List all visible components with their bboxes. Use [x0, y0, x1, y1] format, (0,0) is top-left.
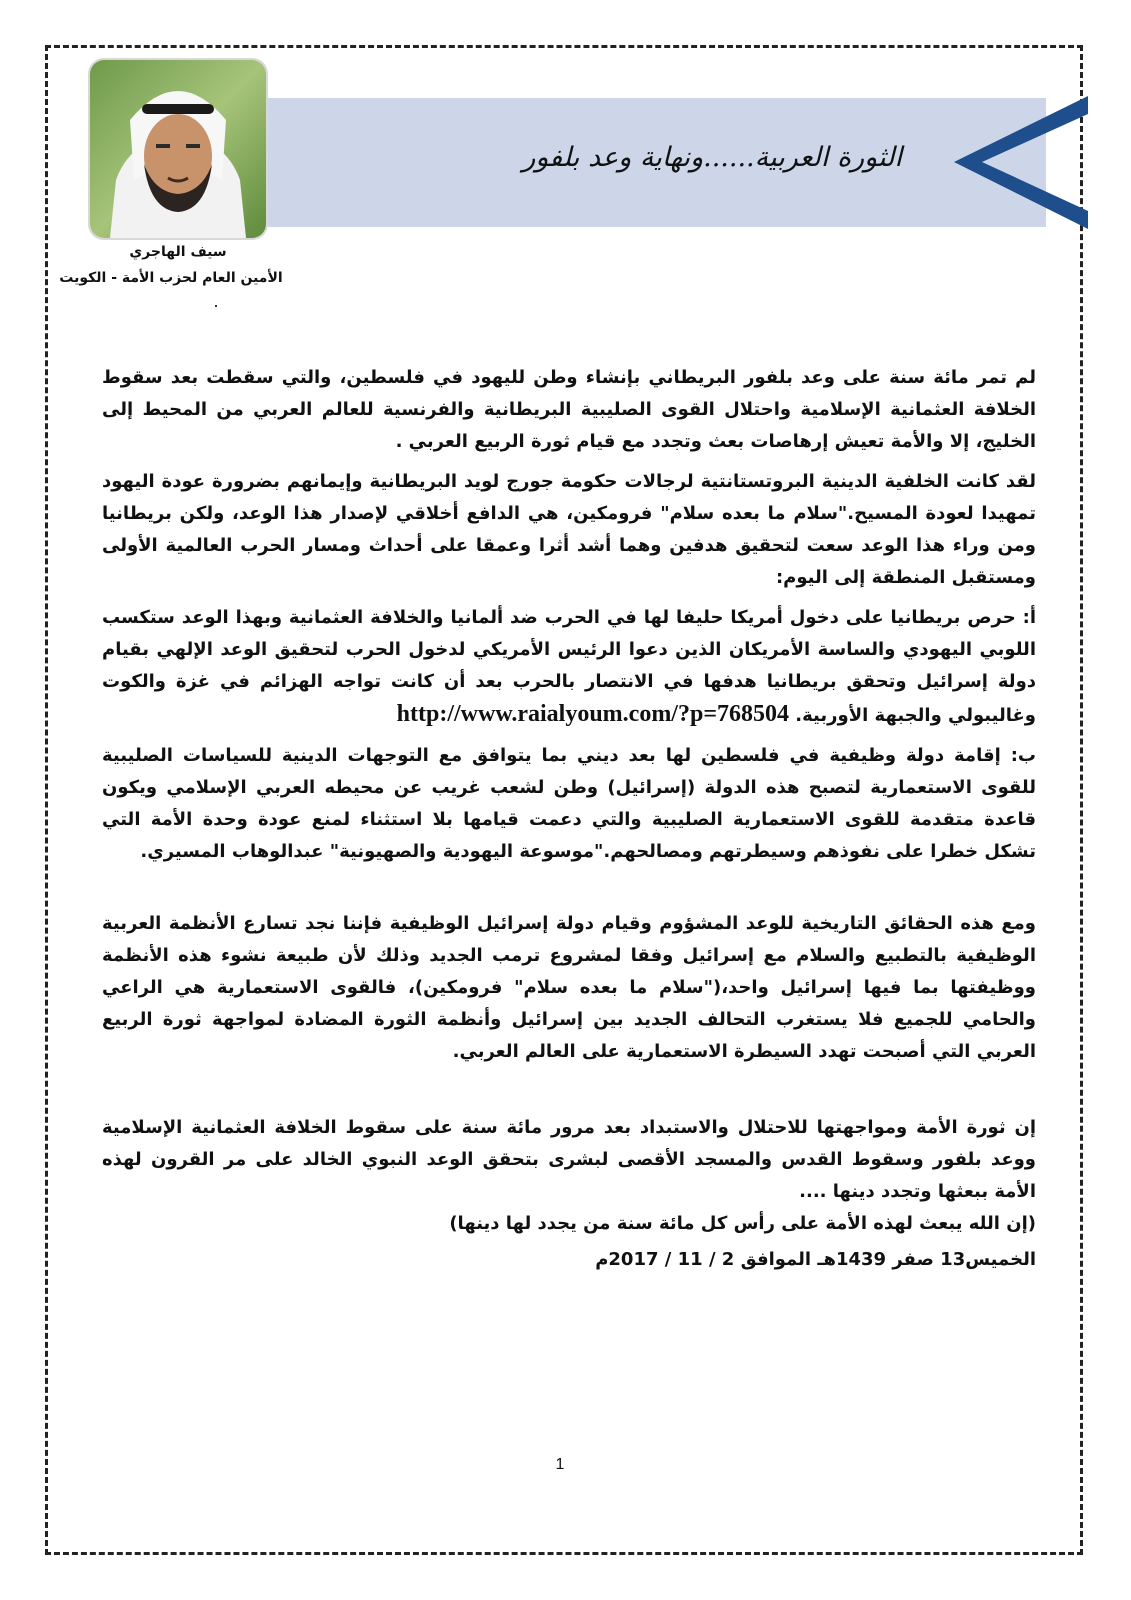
paragraph-6: إن ثورة الأمة ومواجهتها للاحتلال والاستبداد بعد مرور مائة سنة على سقوط الخلافة العثمانية الإسلامية ووعد بلفور وسقوط القدس والمسجد الأقصى لبشرى بتحقق الوعد النبوي الخالد على مر القرون لهذه الأمة ببعثها وتجدد دينها .... — [102, 1117, 1036, 1202]
date-line: الخميس13 صفر 1439هـ الموافق 2 / 11 / 2017م — [595, 1249, 1036, 1270]
article-body — [102, 362, 1036, 1276]
paragraph-3-text: أ: حرص بريطانيا على دخول أمريكا حليفا لها في الحرب ضد ألمانيا والخلافة العثمانية وبهذا الوعد ستكسب اللوبي اليهودي والساسة الأمريكان الذين دعوا الرئيس الأمريكي لدخول الحرب لتحقيق الوعد الإلهي بقيام دولة إسرائيل وتحقق بريطانيا هدفها في الانتصار بالحرب بعد أن كانت تواجه الهزائم في غزة والكوت وغاليبولي والجبهة الأوربية. — [102, 607, 1036, 726]
article-title: الثورة العربية......ونهاية وعد بلفور — [522, 142, 902, 173]
author-photo — [88, 58, 268, 240]
stray-dot — [215, 305, 217, 307]
hadith-quote: (إن الله يبعث لهذه الأمة على رأس كل مائة سنة من يجدد لها دينها) — [449, 1213, 1036, 1234]
paragraph-1: لم تمر مائة سنة على وعد بلفور البريطاني بإنشاء وطن لليهود في فلسطين، والتي سقطت بعد سقوط الخلافة العثمانية الإسلامية واحتلال القوى الصليبية البريطانية والفرنسية للعالم العربي من المحيط إلى الخليج، إلا والأمة تعيش إرهاصات بعث وتجدد مع قيام ثورة الربيع العربي . — [102, 367, 1036, 452]
paragraph-3 — [102, 602, 1036, 732]
chevron-arrow-icon — [954, 96, 1088, 229]
paragraph-2: لقد كانت الخلفية الدينية البروتستانتية لرجالات حكومة جورج لويد البريطانية وإيمانهم بضرورة عودة اليهود تمهيدا لعودة المسيح."سلام ما بعده سلام" فرومكين، هي الدافع أخلاقي لإصدار هذا الوعد، ولكن بريطانيا ومن وراء هذا الوعد سعت لتحقيق هدفين وهما أشد أثرا وعمقا على أحداث ومسار الحرب العالمية الأولى ومستقبل المنطقة إلى اليوم: — [102, 471, 1036, 588]
source-link[interactable]: http://www.raialyoum.com/?p=768504 — [396, 701, 789, 727]
page-number: 1 — [555, 1456, 565, 1473]
paragraph-5: ومع هذه الحقائق التاريخية للوعد المشؤوم وقيام دولة إسرائيل الوظيفية فإننا نجد تسارع الأنظمة العربية الوظيفية بالتطبيع والسلام مع إسرائيل وفقا لمشروع ترمب الجديد وذلك لأن طبيعة نشوء هذه الأنظمة ووظيفتها بما فيها إسرائيل واحد،("سلام ما بعده سلام" فرومكين)، فالقوى الاستعمارية هي الراعي والحامي للجميع فلا يستغرب التحالف الجديد بين إسرائيل وأنظمة الثورة المضادة لمواجهة ثورة الربيع العربي التي أصبحت تهدد السيطرة الاستعمارية على العالم العربي. — [102, 913, 1036, 1062]
paragraph-4: ب: إقامة دولة وظيفية في فلسطين لها بعد ديني بما يتوافق مع التوجهات الدينية للسياسات الصليبية للقوى الاستعمارية لتصبح هذه الدولة (إسرائيل) وطن لشعب غريب عن محيطه العربي الإسلامي ويكون قاعدة متقدمة للقوى الاستعمارية الصليبية والتي دعمت قيامها بلا استثناء لمنع عودة وحدة الأمة التي تشكل خطرا على نفوذهم وسيطرتهم ومصالحهم."موسوعة اليهودية والصهيونية" عبدالوهاب المسيري. — [102, 745, 1036, 862]
author-role: الأمين العام لحزب الأمة - الكويت — [59, 270, 283, 286]
author-name: سيف الهاجري — [129, 244, 227, 260]
